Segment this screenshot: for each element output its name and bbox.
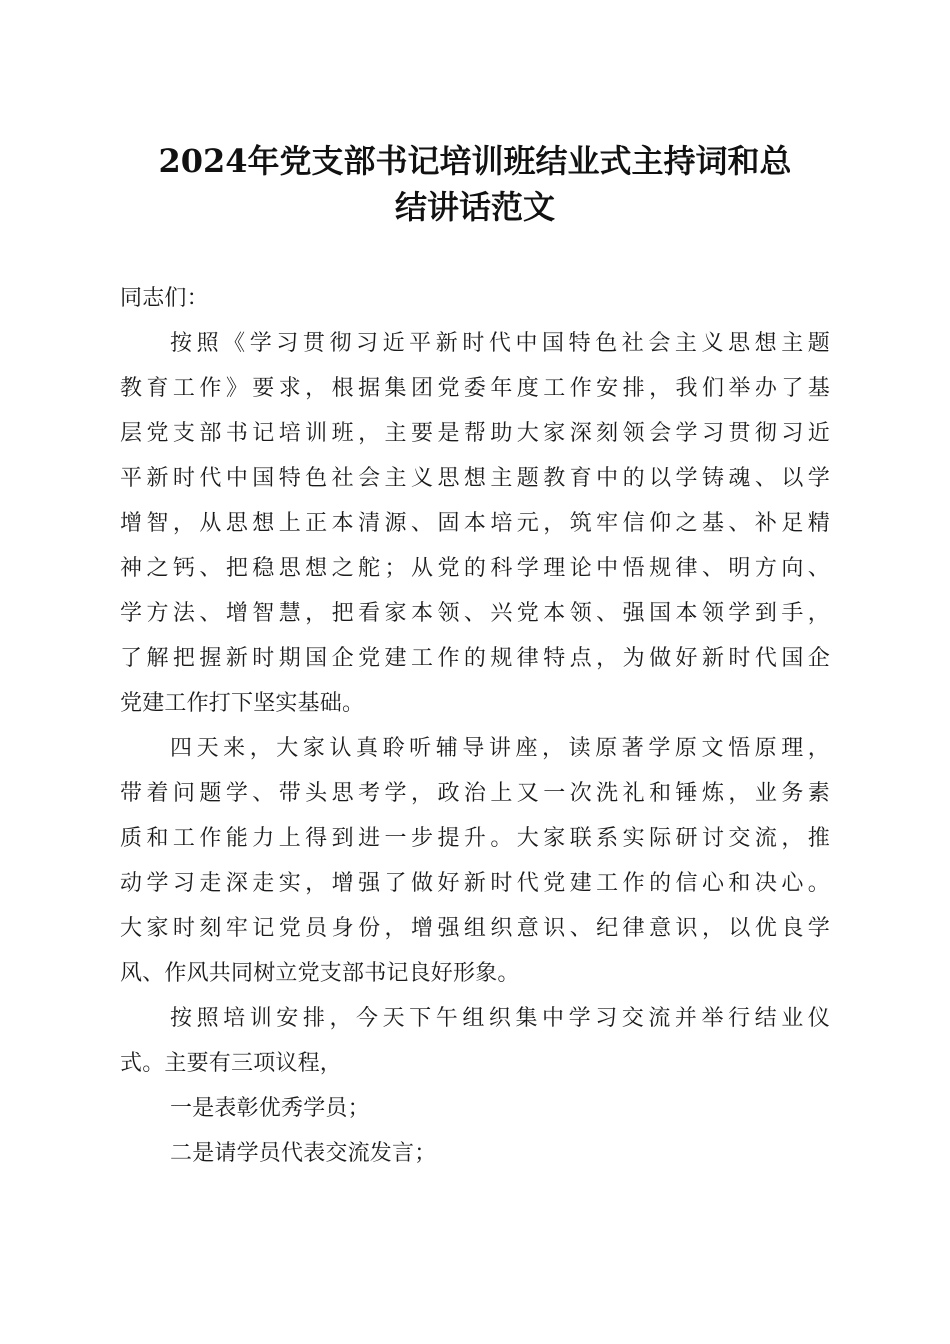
paragraph-2-line: 动学习走深走实，增强了做好新时代党建工作的信心和决心。: [120, 871, 830, 896]
agenda-item-2: 二是请学员代表交流发言；: [170, 1141, 437, 1166]
paragraph-2-line: 风、作风共同树立党支部书记良好形象。: [120, 961, 520, 986]
paragraph-1-line: 平新时代中国特色社会主义思想主题教育中的以学铸魂、以学: [120, 466, 830, 491]
paragraph-2-line: 带着问题学、带头思考学，政治上又一次洗礼和锤炼，业务素: [120, 781, 830, 806]
document-body: [120, 276, 830, 1176]
paragraph-3-line: 式。主要有三项议程，: [120, 1051, 343, 1076]
paragraph-2-line: 四天来，大家认真聆听辅导讲座，读原著学原文悟原理，: [170, 736, 830, 761]
paragraph-1-line: 了解把握新时期国企党建工作的规律特点，为做好新时代国企: [120, 646, 830, 671]
paragraph-2-line: 质和工作能力上得到进一步提升。大家联系实际研讨交流，推: [120, 826, 830, 851]
document-title: [120, 138, 830, 230]
paragraph-1-line: 按照《学习贯彻习近平新时代中国特色社会主义思想主题: [170, 331, 830, 356]
agenda-item-1: 一是表彰优秀学员；: [170, 1096, 370, 1121]
paragraph-1-line: 教育工作》要求，根据集团党委年度工作安排，我们举办了基: [120, 376, 830, 401]
salutation: 同志们：: [120, 286, 209, 311]
paragraph-1-line: 层党支部书记培训班，主要是帮助大家深刻领会学习贯彻习近: [120, 421, 830, 446]
paragraph-1-line: 增智，从思想上正本清源、固本培元，筑牢信仰之基、补足精: [120, 511, 830, 536]
title-line-2: 结讲话范文: [394, 188, 555, 226]
paragraph-1-line: 学方法、增智慧，把看家本领、兴党本领、强国本领学到手，: [120, 601, 830, 626]
paragraph-1-line: 神之钙、把稳思想之舵；从党的科学理论中悟规律、明方向、: [120, 556, 830, 581]
paragraph-1-line: 党建工作打下坚实基础。: [120, 691, 365, 716]
title-line-1: 2024年党支部书记培训班结业式主持词和总: [158, 142, 792, 180]
paragraph-3-line: 按照培训安排，今天下午组织集中学习交流并举行结业仪: [170, 1006, 830, 1031]
paragraph-2-line: 大家时刻牢记党员身份，增强组织意识、纪律意识，以优良学: [120, 916, 830, 941]
